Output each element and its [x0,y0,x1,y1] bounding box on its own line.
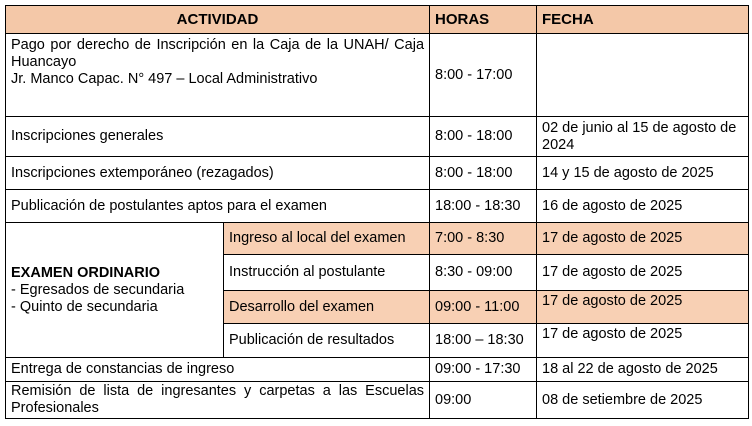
activity-cell: Inscripciones extemporáneo (rezagados) [6,157,430,190]
table-row [6,34,749,117]
header-fecha: FECHA [537,6,749,34]
pago-line1: Pago por derecho de Inscripción en la Caja de la UNAH/ Caja Huancayo [11,37,425,70]
activity-cell: Publicación de postulantes aptos para el examen [6,190,430,223]
hours-cell: 09:00 - 17:30 [430,358,537,382]
table-row [6,223,749,255]
date-cell: 17 de agosto de 2025 [537,255,749,291]
examen-line2: - Quinto de secundaria [11,298,158,315]
schedule-table [5,5,749,419]
pago-line2: Jr. Manco Capac. N° 497 – Local Administrativo [11,71,318,87]
hours-cell: 09:00 - 11:00 [430,291,537,324]
date-cell: 08 de setiembre de 2025 [537,382,749,419]
hours-cell: 8:30 - 09:00 [430,255,537,291]
activity-cell: Inscripciones generales [6,117,430,157]
hours-cell: 8:00 - 17:00 [430,34,537,117]
examen-title: EXAMEN ORDINARIO [11,264,161,281]
hours-cell: 8:00 - 18:00 [430,117,537,157]
subactivity-cell: Ingreso al local del examen [224,223,430,255]
hours-cell: 8:00 - 18:00 [430,157,537,190]
date-cell [537,34,749,117]
table-row [6,117,749,157]
hours-cell: 18:00 - 18:30 [430,190,537,223]
header-horas: HORAS [430,6,537,34]
subactivity-cell: Instrucción al postulante [224,255,430,291]
date-cell: 14 y 15 de agosto de 2025 [537,157,749,190]
date-cell: 17 de agosto de 2025 [537,324,749,358]
date-cell: 17 de agosto de 2025 [537,291,749,324]
table-row [6,358,749,382]
header-row [6,6,749,34]
hours-cell: 09:00 [430,382,537,419]
table-row [6,190,749,223]
hours-cell: 7:00 - 8:30 [430,223,537,255]
table-row [6,157,749,190]
header-actividad: ACTIVIDAD [6,6,430,34]
hours-cell: 18:00 – 18:30 [430,324,537,358]
subactivity-cell: Desarrollo del examen [224,291,430,324]
activity-cell: Entrega de constancias de ingreso [6,358,430,382]
examen-line1: - Egresados de secundaria [11,281,185,298]
date-cell: 02 de junio al 15 de agosto de 2024 [537,117,749,157]
date-cell: 16 de agosto de 2025 [537,190,749,223]
date-cell: 17 de agosto de 2025 [537,223,749,255]
date-cell: 18 al 22 de agosto de 2025 [537,358,749,382]
examen-cell [6,223,224,358]
activity-cell [6,34,430,117]
table-row [6,382,749,419]
activity-cell: Remisión de lista de ingresantes y carpetas a las Escuelas Profesionales [6,382,430,419]
subactivity-cell: Publicación de resultados [224,324,430,358]
